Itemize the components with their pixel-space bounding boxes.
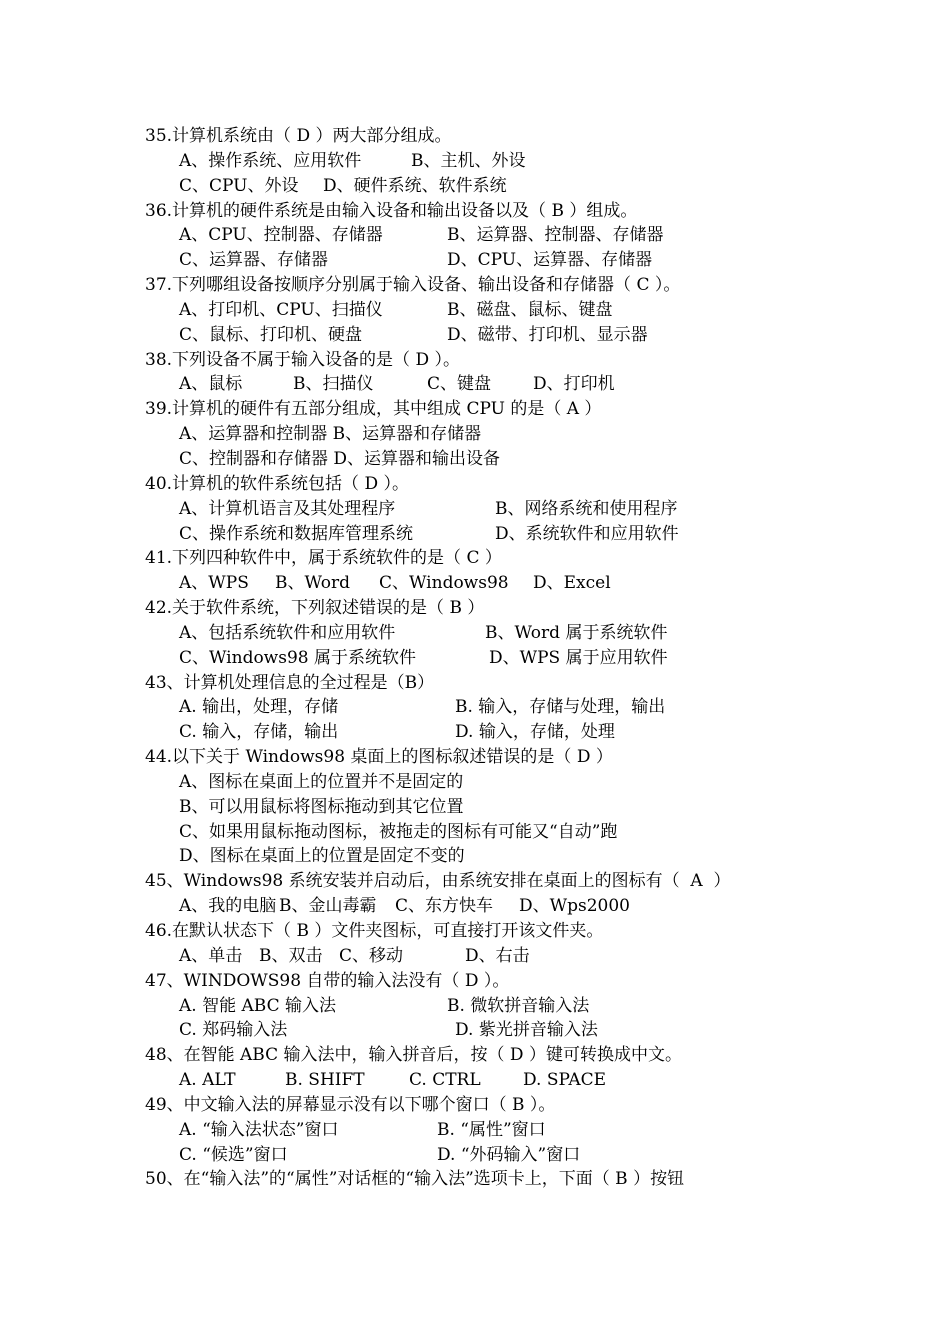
option-row [145,1118,845,1143]
answer-option: D. SPACE [523,1070,607,1091]
answer-option: A、运算器和控制器 B、运算器和存储器 [179,424,482,445]
answer-option: C、运算器、存储器 [179,250,329,271]
answer-option: B、主机、外设 [411,150,526,171]
answer-option: C、控制器和存储器 D、运算器和输出设备 [179,448,501,469]
answer-option: D、Wps2000 [519,896,630,917]
answer-option: B、金山毒霸 [279,896,377,917]
option-row [145,298,845,323]
answer-option: C. 输入，存储，输出 [179,722,339,743]
answer-option: A. “输入法状态”窗口 [179,1119,339,1140]
answer-option: C、如果用鼠标拖动图标，被拖走的图标有可能又“自动”跑 [179,821,618,842]
answer-option: D、右击 [465,945,530,966]
answer-option: D. 输入，存储，处理 [455,722,615,743]
option-row [145,1143,845,1168]
answer-option: A、WPS [179,573,249,594]
option-row [145,795,845,820]
answer-option: C、CPU、外设 [179,175,299,196]
option-row [145,1018,845,1043]
answer-option: A、图标在桌面上的位置并不是固定的 [179,771,464,792]
answer-option: B、网络系统和使用程序 [495,498,678,519]
answer-option: C、移动 [339,945,404,966]
answer-option: A. ALT [179,1070,236,1091]
question-stem: 35.计算机系统由（ D ）两大部分组成。 [145,126,452,146]
answer-option: D、Excel [533,573,611,594]
option-row [145,149,845,174]
question-stem: 45、Windows98 系统安装并启动后，由系统安排在桌面上的图标有（ A ） [145,871,731,892]
answer-option: C、操作系统和数据库管理系统 [179,523,414,544]
answer-option: B、Word 属于系统软件 [485,622,668,643]
question-stem: 50、在“输入法”的“属性”对话框的“输入法”选项卡上，下面（ B ）按钮 [145,1169,685,1190]
answer-option: B. SHIFT [285,1070,365,1091]
option-row [145,372,845,397]
option-row [145,422,845,447]
option-row [145,770,845,795]
question-stem: 46.在默认状态下（ B ）文件夹图标，可直接打开该文件夹。 [145,921,604,941]
answer-option: B、运算器、控制器、存储器 [447,225,664,246]
option-row [145,621,845,646]
option-row [145,894,845,919]
answer-option: C、Windows98 [379,573,509,594]
option-row [145,571,845,596]
answer-option: D. “外码输入”窗口 [437,1144,581,1165]
answer-option: B. “属性”窗口 [437,1119,546,1140]
answer-option: C、东方快车 [395,896,494,917]
option-row [145,720,845,745]
answer-option: D、硬件系统、软件系统 [323,175,507,196]
question-stem: 37.下列哪组设备按顺序分别属于输入设备、输出设备和存储器（ C ）。 [145,275,681,296]
question-stem: 47、WINDOWS98 自带的输入法没有（ D ）。 [145,970,510,991]
option-row [145,944,845,969]
answer-option: B. 微软拼音输入法 [447,995,590,1016]
answer-option: A. 输出，处理，存储 [179,697,339,718]
question-list [145,124,845,1192]
option-row [145,994,845,1019]
answer-option: D、WPS 属于应用软件 [489,647,668,668]
question-stem: 39.计算机的硬件有五部分组成，其中组成 CPU 的是（ A ） [145,399,602,420]
question-stem: 48、在智能 ABC 输入法中，输入拼音后，按（ D ）键可转换成中文。 [145,1045,682,1066]
answer-option: D、图标在桌面上的位置是固定不变的 [179,846,465,867]
answer-option: B、扫描仪 [293,374,374,395]
option-row [145,447,845,472]
answer-option: A、计算机语言及其处理程序 [179,498,396,519]
answer-option: C. “候选”窗口 [179,1144,288,1165]
answer-option: B、Word [275,573,351,594]
option-row [145,174,845,199]
answer-option: A、打印机、CPU、扫描仪 [179,299,383,320]
option-row [145,1068,845,1093]
question-stem: 41.下列四种软件中，属于系统软件的是（ C ） [145,548,502,569]
answer-option: B、磁盘、鼠标、键盘 [447,299,613,320]
option-row [145,497,845,522]
option-row [145,323,845,348]
answer-option: D、CPU、运算器、存储器 [447,250,653,271]
answer-option: D. 紫光拼音输入法 [455,1020,598,1041]
answer-option: A、鼠标 [179,374,243,395]
option-row [145,820,845,845]
answer-option: A、我的电脑 [179,896,277,917]
answer-option: A、CPU、控制器、存储器 [179,225,383,246]
option-row [145,522,845,547]
option-row [145,646,845,671]
answer-option: B. 输入，存储与处理，输出 [455,697,666,718]
question-stem: 49、中文输入法的屏幕显示没有以下哪个窗口（ B ）。 [145,1094,556,1115]
answer-option: C、键盘 [427,374,492,395]
question-stem: 44.以下关于 Windows98 桌面上的图标叙述错误的是（ D ） [145,747,613,768]
answer-option: D、系统软件和应用软件 [495,523,679,544]
answer-option: C. 郑码输入法 [179,1020,288,1041]
answer-option: A、操作系统、应用软件 [179,150,362,171]
answer-option: C、鼠标、打印机、硬盘 [179,324,363,345]
answer-option: A、单击 [179,945,243,966]
option-row [145,844,845,869]
answer-option: B、双击 [259,945,323,966]
question-stem: 36.计算机的硬件系统是由输入设备和输出设备以及（ B ）组成。 [145,200,638,221]
answer-option: C. CTRL [409,1070,481,1091]
question-stem: 43、计算机处理信息的全过程是（B） [145,672,435,693]
answer-option: A、包括系统软件和应用软件 [179,622,396,643]
answer-option: D、磁带、打印机、显示器 [447,324,648,345]
option-row [145,248,845,273]
answer-option: D、打印机 [533,374,615,395]
question-stem: 38.下列设备不属于输入设备的是（ D ）。 [145,349,460,370]
answer-option: B、可以用鼠标将图标拖动到其它位置 [179,796,464,817]
question-stem: 42.关于软件系统，下列叙述错误的是（ B ） [145,598,485,619]
answer-option: C、Windows98 属于系统软件 [179,647,416,668]
option-row [145,223,845,248]
question-stem: 40.计算机的软件系统包括（ D ）。 [145,473,409,494]
answer-option: A. 智能 ABC 输入法 [179,995,336,1016]
option-row [145,695,845,720]
